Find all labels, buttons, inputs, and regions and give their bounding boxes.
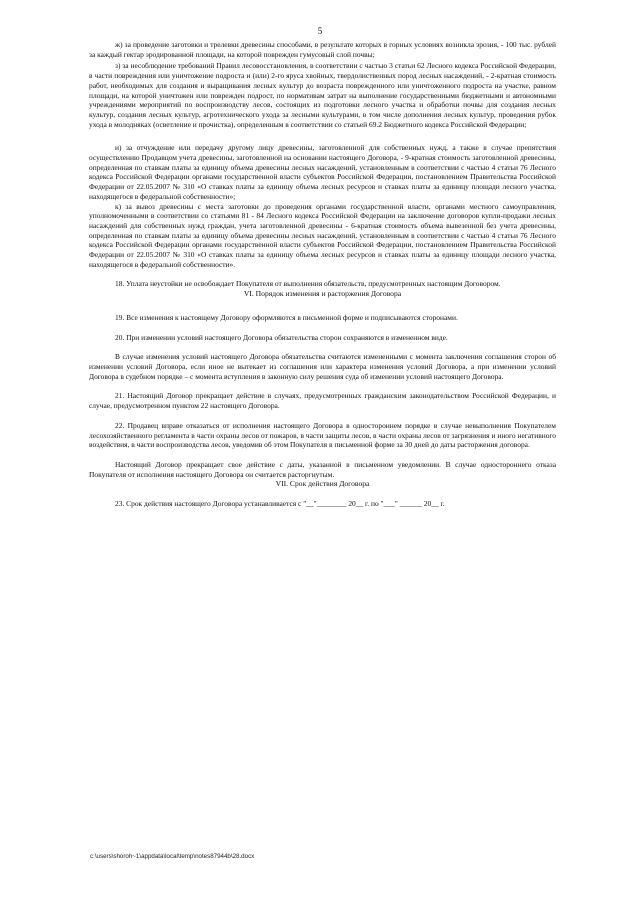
paragraph-22-cont: Настоящий Договор прекращает свое действие с даты, указанной в письменном уведомлении. В случае одностороннего отказа Покупателя от исполнения настоящего Договора он считается расторгнутым. [89, 459, 556, 479]
page-number: 5 [317, 26, 323, 36]
paragraph-18: 18. Уплата неустойки не освобождает Покупателя от выполнения обязательств, предусмотренных настоящим Договором. [115, 279, 501, 289]
paragraph-zh: ж) за проведение заготовки и трелевки древесины способами, в результате которых в горных условиях возникла эрозия, - 100 тыс. рублей за каждый гектар эродированной площади, на которой поврежден гумусовый слой почвы; [89, 40, 556, 59]
section-heading-vii: VII. Срок действия Договора [275, 479, 370, 489]
paragraph-22: 22. Продавец вправе отказаться от исполнения настоящего Договора в одностороннем порядке в случае невыполнения Покупателем лесохозяйственного регламента в части охраны лесов от пожаров, в части защиты лесов, в части охраны лесов от загрязнения и иного негативного воздействия, в части воспроизводства лесов, уведомив об этом Покупателя в письменной форме за 30 дней до даты расторжения договора. [89, 420, 556, 450]
paragraph-z: з) за несоблюдение требований Правил лесовосстановления, в соответствии с частью 3 статьи 62 Лесного кодекса Российской Федерации, в части повреждения или уничтожение подроста и (или) 2-го яруса хвойных, твердолиственных пород лесных насаждений, - 2-кратная стоимость работ, необходимых для создания и выращивания лесных культур до возраста поврежденного или уничтоженного подроста на участке, равном площади, на которой уничтожен или поврежден подрост, по нормативам затрат на выполнение государственными бюджетными и автономными учреждениями мероприятий по воспроизводству лесов, состоящих из подготовки лесного участка и обработки почвы для создания лесных культур, создания лесных культур, агротехнического ухода за лесными культурами, в том числе дополнения лесных культур, проведения рубок ухода в молодняках (осветление и прочистка), определенным в соответствии со статьей 69.2 Бюджетного кодекса Российской Федерации; [89, 61, 556, 129]
paragraph-19: 19. Все изменения к настоящему Договору оформляются в письменной форме и подписываются сторонами. [115, 312, 458, 322]
section-heading-vi: VI. Порядок изменения и расторжения Договора [243, 289, 402, 299]
paragraph-23: 23. Срок действия настоящего Договора устанавливается с "__"________ 20__ г. по "___" ______ 20__ г. [115, 499, 445, 509]
paragraph-20-cont: В случае изменения условий настоящего Договора обязательства считаются измененными с момента заключения соглашения сторон об изменении условий Договора, если иное не вытекает из соглашения или характера изменения условий Договора, а при изменении условий Договора в судебном порядке – с момента вступления в законную силу решения суда об изменении условий настоящего Договора. [89, 352, 556, 381]
paragraph-20: 20. При изменении условий настоящего Договора обязательства сторон сохраняются в измененном виде. [115, 332, 448, 342]
paragraph-i: и) за отчуждение или передачу другому лицу древесины, заготовленной для собственных нужд, а также в случае препятствия осуществлению Продавцом учета древесины, заготовленной на основании настоящего Договора, - 9-кратная стоимость заготовленной древесины, определенная по ставкам платы за единицу объема древесины лесных насаждений, установленным в соответствии с частью 4 статьи 76 Лесного кодекса Российской Федерации органами государственной власти субъектов Российской Федерации, постановлением Правительства Российской Федерации от 22.05.2007 № 310 «О ставках платы за единицу объема лесных ресурсов и ставках платы за единицу площади лесного участка, находящегося в федеральной собственности»; [89, 143, 556, 201]
file-path-footer: c:\users\shoroh~1\appdata\local\temp\notes87944b\28.docx [90, 853, 255, 860]
paragraph-21: 21. Настоящий Договор прекращает действие в случаях, предусмотренных гражданским законодательством Российской Федерации, и случае, предусмотренном пунктом 22 настоящего Договора. [89, 391, 556, 411]
document-body [89, 40, 556, 509]
paragraph-k: к) за вывоз древесины с места заготовки до проведения органами государственной власти, органами местного самоуправления, уполномоченными в соответствии со статьями 81 - 84 Лесного кодекса Российской Федерации на заключение договоров купли-продажи лесных насаждений для собственных нужд граждан, учета заготовленной древесины - 6-кратная стоимость объема вывезенной без учета древесины, определенная по ставкам платы за единицу объема древесины лесных насаждений, установленным в соответствии с частью 4 статьи 76 Лесного кодекса Российской Федерации органами государственной власти субъектов Российской Федерации, постановлением Правительства Российской Федерации от 22.05.2007 № 310 «О ставках платы за единицу объема лесных ресурсов и ставках платы за единицу площади лесного участка, находящегося в федеральной собственности». [89, 201, 556, 269]
